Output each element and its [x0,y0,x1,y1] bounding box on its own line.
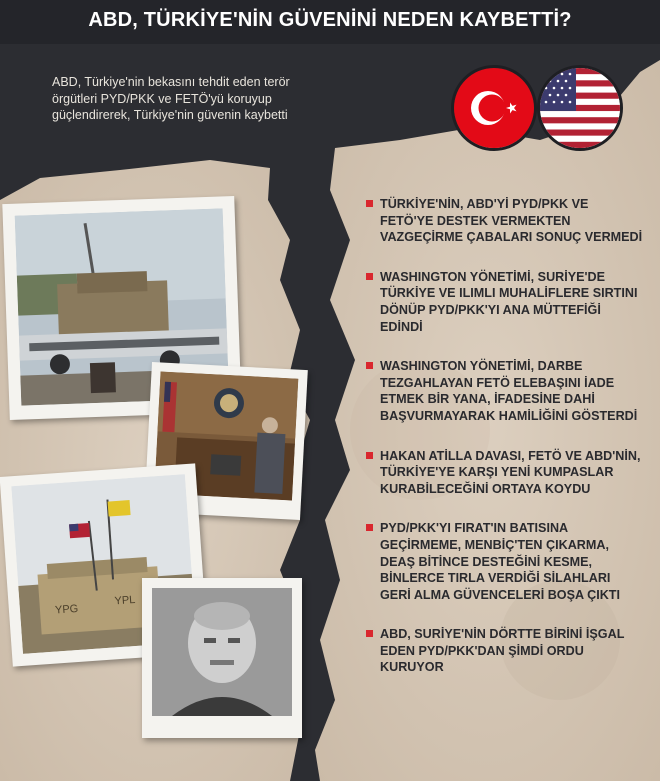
bullet-item: ABD, SURİYE'NİN DÖRTTE BİRİNİ İŞGAL EDEN PYD/PKK'DAN ŞİMDİ ORDU KURUYOR [364,626,644,676]
intro-text: ABD, Türkiye'nin bekasını tehdit eden terör örgütleri PYD/PKK ve FETÖ'yü koruyup güçlendirerek, Türkiye'nin güvenin kaybetti [52,75,290,122]
bullet-item: HAKAN ATİLLA DAVASI, FETÖ VE ABD'NİN, TÜRKİYE'YE KARŞI YENİ KUMPASLAR KURABİLECEĞİNİ ORTAYA KOYDU [364,448,644,498]
bullet-marker [366,524,373,531]
photo-portrait [142,578,302,738]
bullet-list [364,196,644,699]
usa-flag-icon [537,65,623,151]
page-title: ABD, TÜRKİYE'NİN GÜVENİNİ NEDEN KAYBETTİ? [88,9,572,31]
bullet-marker [366,630,373,637]
bullet-marker [366,452,373,459]
bullet-marker [366,273,373,280]
bullet-item: PYD/PKK'YI FIRAT'IN BATISINA GEÇİRMEME, MENBİÇ'TEN ÇIKARMA, DEAŞ BİTİNCE DESTEĞİNİ KESME, BİNLERCE TIRLA VERDİĞİ SİLAHLARI GERİ ALMA GÜVENCELERİ BOŞA ÇIKTI [364,520,644,603]
bullet-marker [366,200,373,207]
bullet-item: WASHINGTON YÖNETİMİ, SURİYE'DE TÜRKİYE VE ILIMLI MUHALİFLERE SIRTINI DÖNÜP PYD/PKK'YI ANA MÜTTEFİĞİ EDİNDİ [364,269,644,335]
wall-text-ypg: YPG [54,602,79,617]
wall-text-ypl: YPL [114,593,136,608]
bullet-marker [366,362,373,369]
bullet-item: TÜRKİYE'NİN, ABD'Yİ PYD/PKK VE FETÖ'YE DESTEK VERMEKTEN VAZGEÇİRME ÇABALARI SONUÇ VERMEDİ [364,196,644,246]
bullet-item: WASHINGTON YÖNETİMİ, DARBE TEZGAHLAYAN FETÖ ELEBAŞINI İADE ETMEK BİR YANA, İFADESİNE DAHİ BAŞVURMAYARAK HAMİLİĞİNİ GÖSTERDİ [364,358,644,424]
turkey-flag-icon [451,65,537,151]
